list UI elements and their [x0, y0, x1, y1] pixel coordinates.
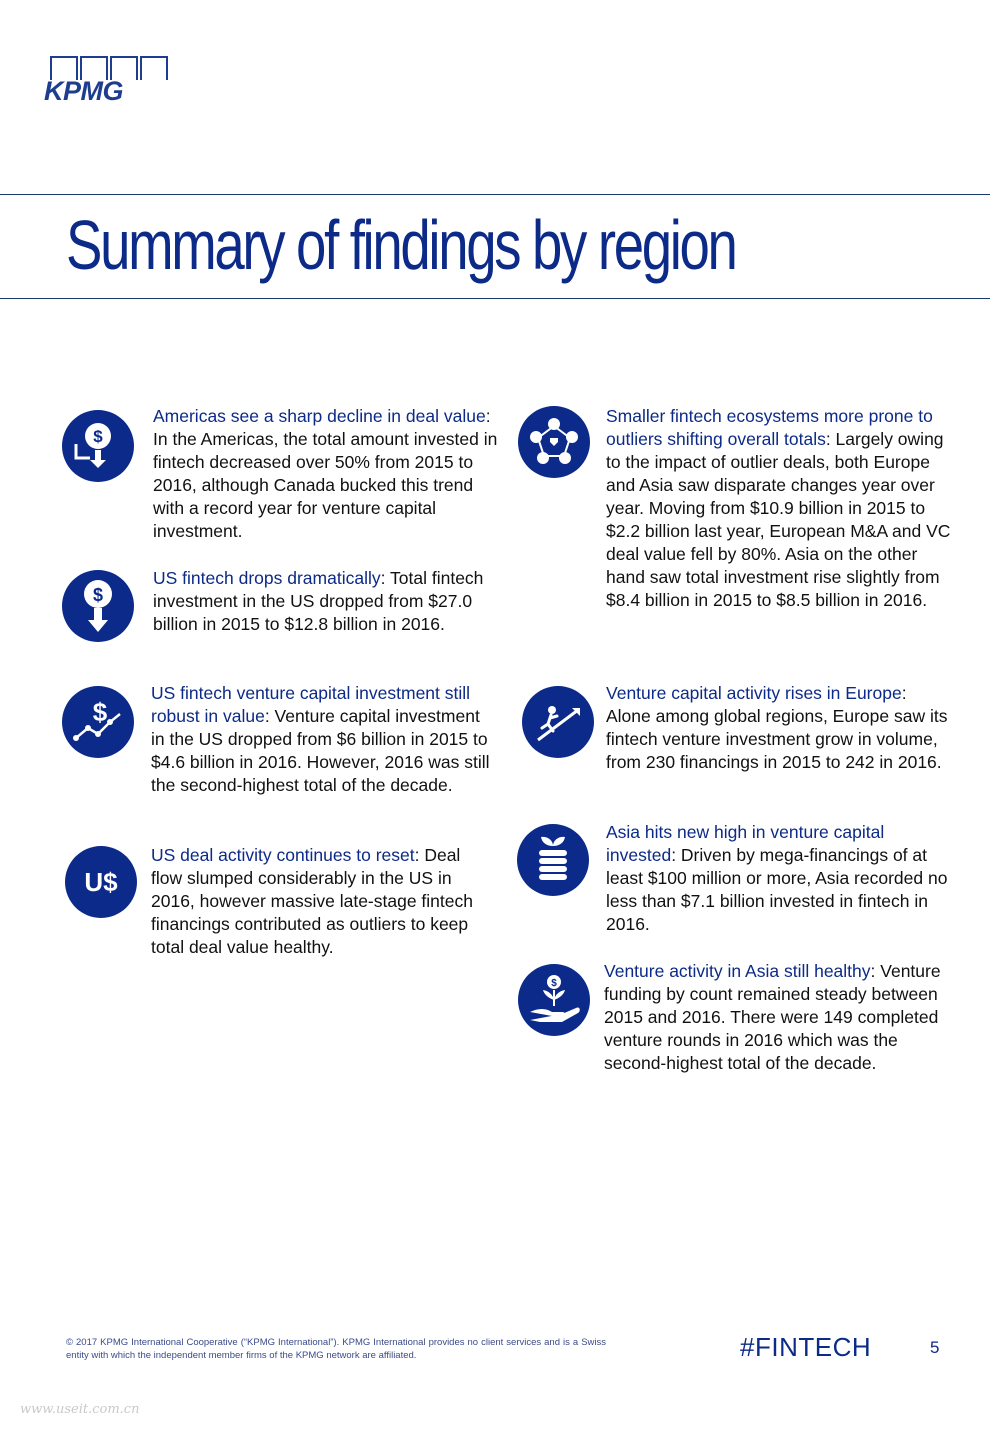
page-title: Summary of findings by region: [66, 206, 736, 284]
item-body: : Largely owing to the impact of outlier deals, both Europe and Asia saw disparate changes year over year. Moving from $10.9 billion in 2015 to $2.2 billion last year, European M&A and VC deal value fell by 80%. Asia on the other hand saw total investment rise slightly from $8.4 billion in 2015 to $8.5 billion in 2016.: [606, 429, 951, 610]
hand-plant-dollar-icon: [518, 964, 590, 1036]
item-us-deal-activity: [151, 844, 496, 959]
item-headline: US deal activity continues to reset: [151, 845, 415, 865]
title-top-rule: [0, 194, 990, 195]
page-number: 5: [930, 1338, 940, 1357]
us-dollar-icon-label: U$: [84, 866, 118, 897]
coin-stack-sprout-icon: [517, 824, 589, 896]
us-dollar-icon: [65, 846, 137, 918]
dollar-trend-chart-icon: [62, 686, 134, 758]
item-headline: Venture capital activity rises in Europe: [606, 683, 902, 703]
footer-hashtag: #FINTECH: [740, 1332, 872, 1362]
item-asia-new-high: [606, 821, 951, 936]
watermark: www.useit.com.cn: [20, 1402, 140, 1417]
svg-text:$: $: [92, 585, 104, 605]
item-headline: Venture activity in Asia still healthy: [604, 961, 871, 981]
item-body: : Total fintech investment in the US dropped from $27.0 billion in 2015 to $12.8 billion in 2016.: [153, 568, 484, 634]
kpmg-logo: [44, 56, 154, 106]
dollar-down-arrow-icon: [62, 410, 134, 482]
svg-text:$: $: [92, 697, 108, 727]
item-headline: Smaller fintech ecosystems more prone to outliers shifting overall totals: [606, 406, 933, 449]
climbing-person-icon: [522, 686, 594, 758]
item-us-fintech-drops: [153, 567, 498, 636]
item-us-vc-robust: [151, 682, 496, 797]
item-asia-healthy: [604, 960, 949, 1075]
svg-text:$: $: [551, 978, 557, 989]
item-headline: US fintech drops dramatically: [153, 568, 381, 588]
item-headline: US fintech venture capital investment still robust in value: [151, 683, 471, 726]
item-body: : Venture funding by count remained steady between 2015 and 2016. There were 149 completed venture rounds in 2016 which was the second-highest total of the decade.: [604, 961, 941, 1073]
item-body: : Alone among global regions, Europe saw its fintech venture investment grow in volume, from 230 financings in 2015 to 242 in 2016.: [606, 683, 948, 772]
item-headline: Asia hits new high in venture capital invested: [606, 822, 885, 865]
item-americas: [153, 405, 498, 543]
item-body: : In the Americas, the total amount invested in fintech decreased over 50% from 2015 to 2016, although Canada bucked this trend with a record year for venture capital investment.: [153, 406, 498, 541]
item-body: : Venture capital investment in the US dropped from $6 billion in 2015 to $4.6 billion in 2016. However, 2016 was still the second-highest total of the decade.: [151, 706, 490, 795]
item-headline: Americas see a sharp decline in deal value: [153, 406, 486, 426]
item-smaller-ecosystems: [606, 405, 951, 612]
network-people-icon: [518, 406, 590, 478]
dollar-drop-icon: [62, 570, 134, 642]
svg-text:$: $: [93, 427, 103, 446]
footer-copyright: © 2017 KPMG International Cooperative (“KPMG International”). KPMG International provides no client services and is a Swiss entity with which the independent member firms of the KPMG network are affiliated.: [66, 1337, 606, 1361]
logo-text: KPMG: [44, 76, 123, 106]
title-bottom-rule: [0, 298, 990, 299]
item-vc-europe: [606, 682, 951, 774]
item-body: : Driven by mega-financings of at least $100 million or more, Asia recorded no less than $7.1 billion invested in fintech in 2016.: [606, 845, 948, 934]
item-body: : Deal flow slumped considerably in the US in 2016, however massive late-stage fintech financings contributed as outliers to keep total deal value healthy.: [151, 845, 473, 957]
